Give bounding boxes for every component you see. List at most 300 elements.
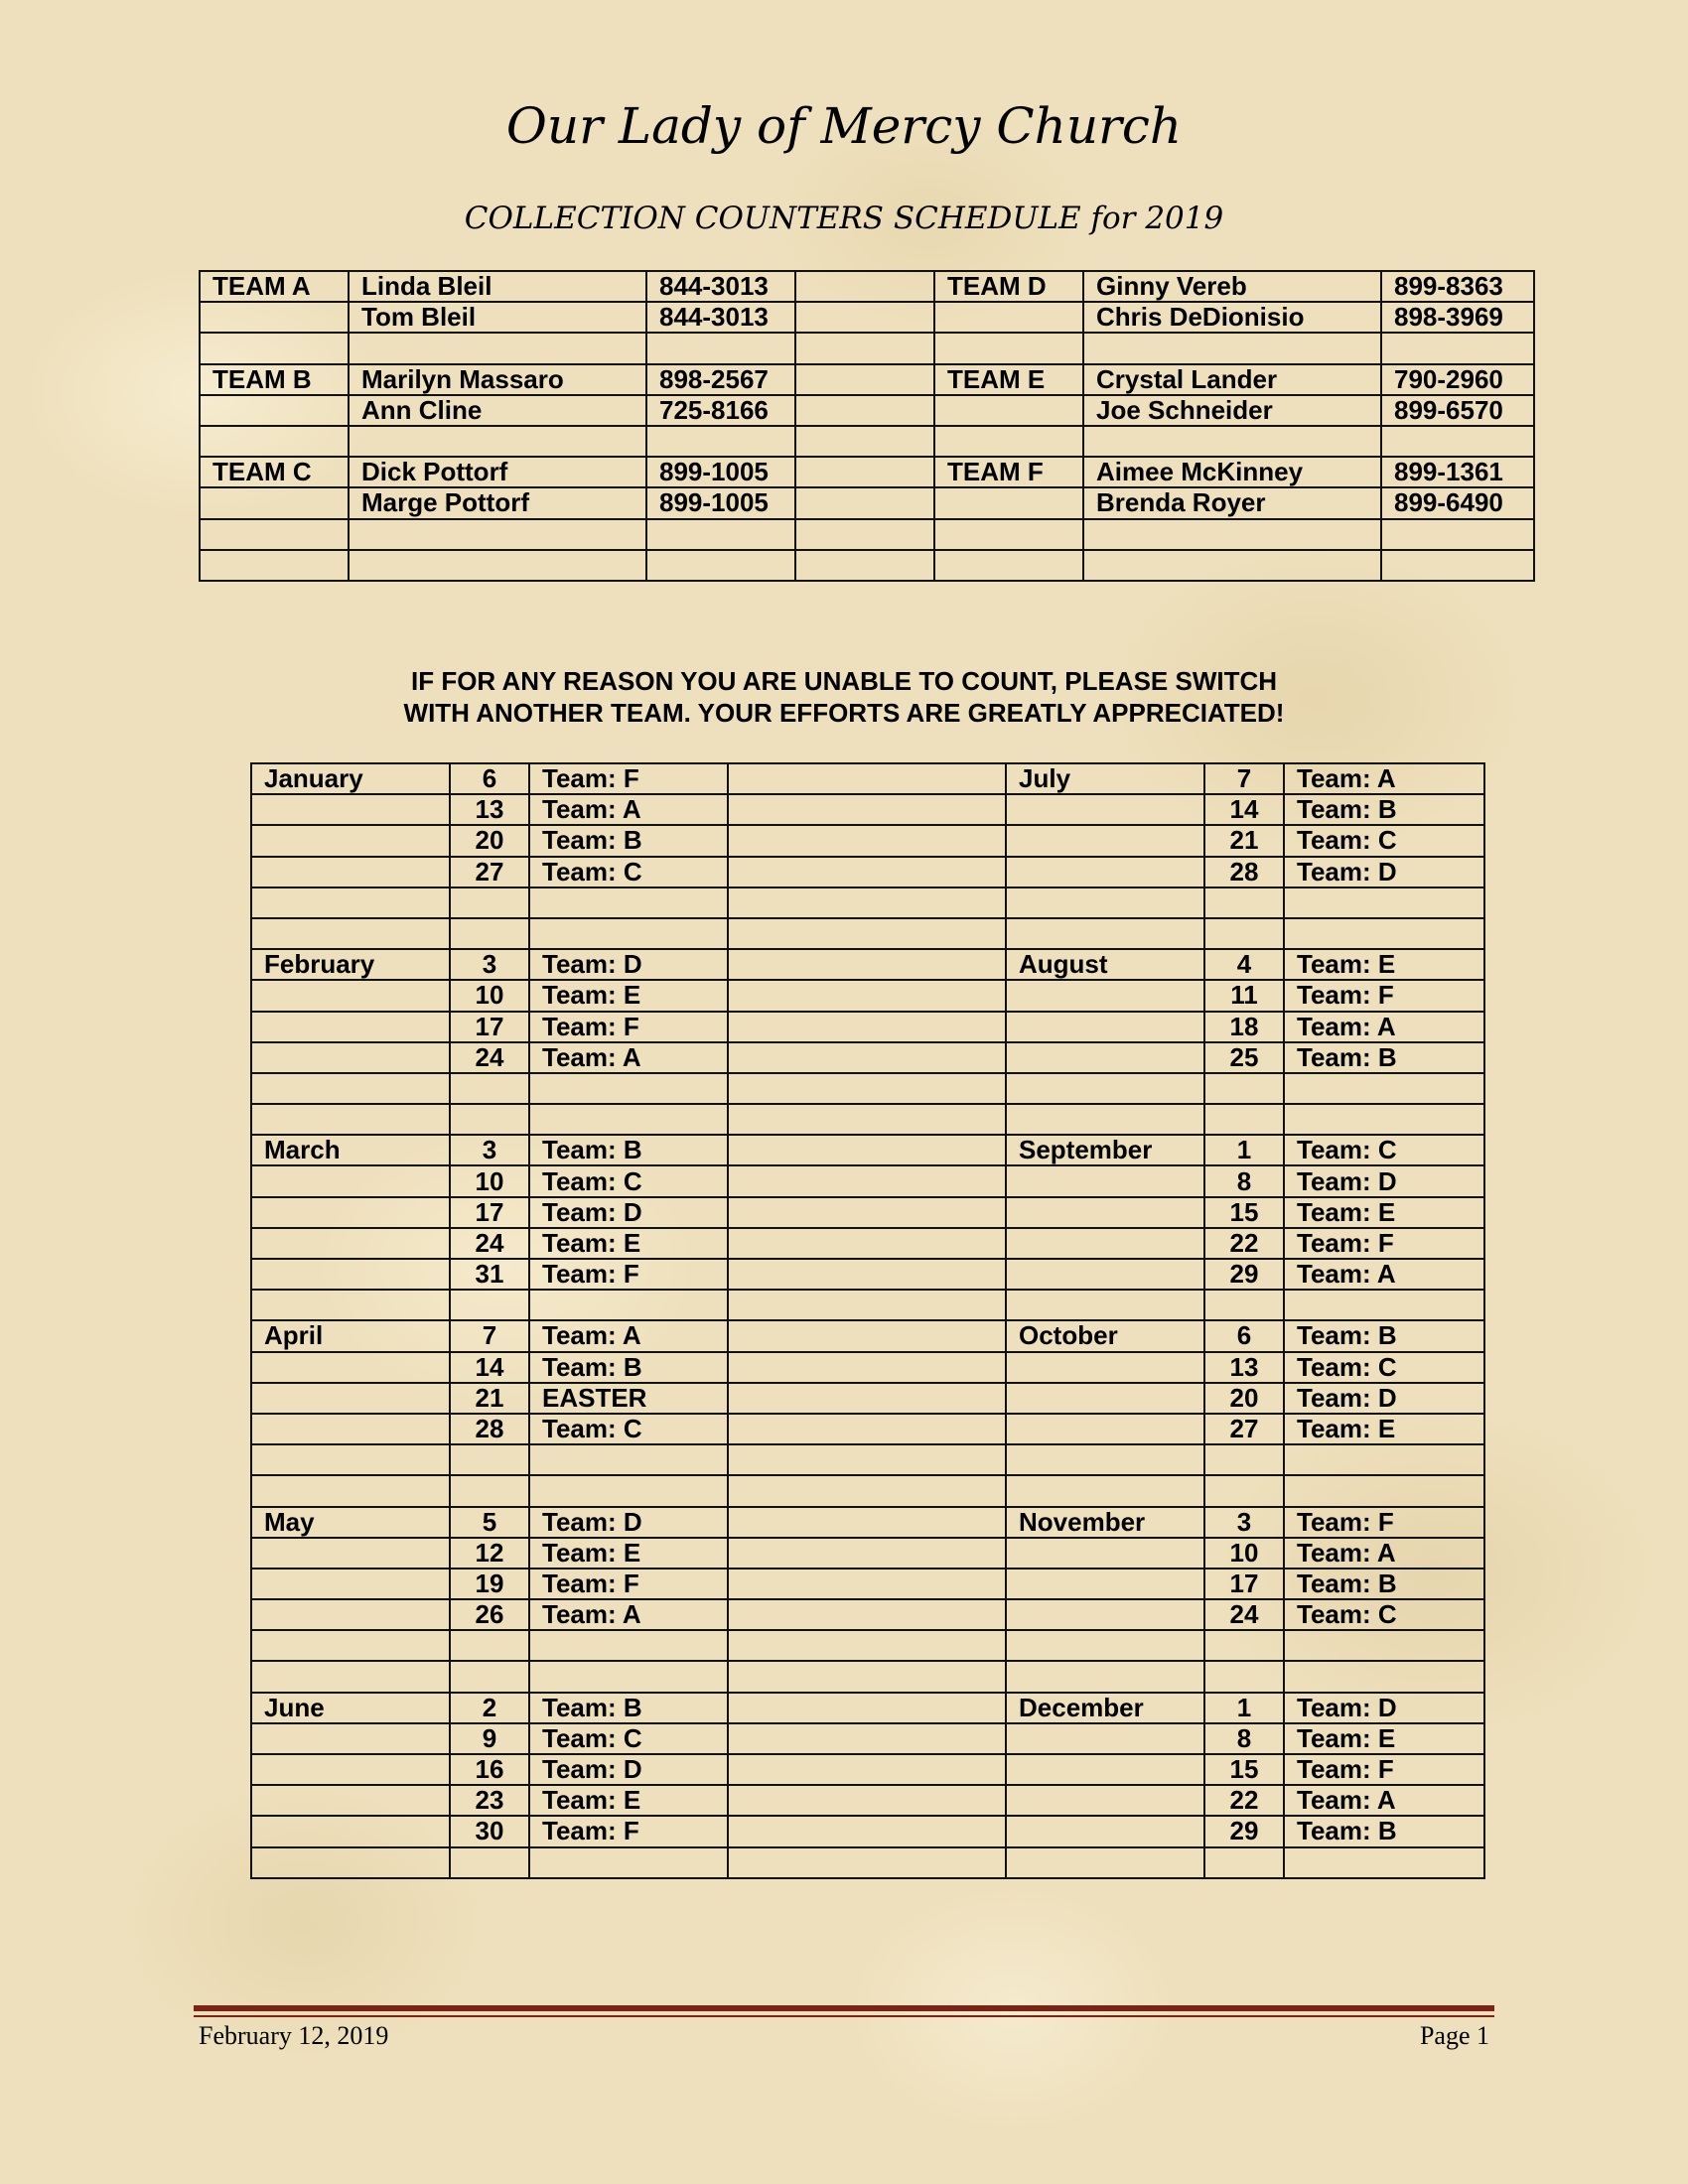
team-assignment-cell: Team: D <box>1284 1693 1484 1723</box>
team-assignment-cell: Team: A <box>529 1320 728 1351</box>
month-cell <box>1006 857 1204 887</box>
spacer-cell <box>795 457 934 487</box>
month-cell <box>251 1661 450 1692</box>
team-assignment-cell <box>529 1661 728 1692</box>
schedule-table <box>250 762 1485 1879</box>
team-assignment-cell: Team: B <box>529 1693 728 1723</box>
schedule-row <box>251 1165 1484 1196</box>
team-assignment-cell: Team: B <box>1284 1816 1484 1846</box>
schedule-row <box>251 887 1484 918</box>
member-name-cell <box>349 550 646 581</box>
month-cell <box>251 1785 450 1816</box>
spacer-cell <box>728 1228 1006 1259</box>
day-cell <box>1204 1475 1284 1506</box>
month-cell <box>251 794 450 825</box>
team-assignment-cell: Team: E <box>1284 1197 1484 1228</box>
day-cell: 27 <box>450 857 529 887</box>
day-cell: 30 <box>450 1816 529 1846</box>
team-label-cell <box>934 426 1083 457</box>
day-cell: 7 <box>450 1320 529 1351</box>
team-assignment-cell: Team: C <box>529 1414 728 1444</box>
team-assignment-cell <box>1284 1104 1484 1135</box>
schedule-row <box>251 1599 1484 1630</box>
spacer-cell <box>728 1507 1006 1538</box>
spacer-cell <box>728 1630 1006 1661</box>
month-cell <box>1006 1444 1204 1475</box>
spacer-cell <box>728 1754 1006 1785</box>
member-phone-cell <box>1381 333 1534 363</box>
day-cell: 1 <box>1204 1135 1284 1165</box>
month-cell <box>1006 1475 1204 1506</box>
member-phone-cell: 844-3013 <box>646 302 795 333</box>
month-cell: August <box>1006 949 1204 980</box>
month-cell <box>251 1197 450 1228</box>
team-assignment-cell: Team: F <box>1284 1228 1484 1259</box>
schedule-row <box>251 1661 1484 1692</box>
spacer-cell <box>728 887 1006 918</box>
day-cell: 29 <box>1204 1816 1284 1846</box>
day-cell: 13 <box>1204 1352 1284 1383</box>
day-cell: 9 <box>450 1723 529 1754</box>
team-assignment-cell: Team: D <box>529 949 728 980</box>
day-cell: 8 <box>1204 1165 1284 1196</box>
day-cell: 3 <box>450 1135 529 1165</box>
team-assignment-cell: Team: C <box>1284 1599 1484 1630</box>
team-assignment-cell <box>529 1630 728 1661</box>
team-assignment-cell <box>529 1475 728 1506</box>
day-cell: 26 <box>450 1599 529 1630</box>
team-assignment-cell: Team: F <box>529 1569 728 1599</box>
member-phone-cell <box>646 333 795 363</box>
member-name-cell: Ann Cline <box>349 395 646 426</box>
notice <box>0 665 1688 729</box>
team-assignment-cell: Team: F <box>529 763 728 794</box>
team-assignment-cell: Team: A <box>529 794 728 825</box>
team-label-cell <box>934 395 1083 426</box>
day-cell <box>450 1475 529 1506</box>
day-cell: 21 <box>450 1383 529 1414</box>
month-cell: November <box>1006 1507 1204 1538</box>
spacer-cell <box>728 1785 1006 1816</box>
spacer-cell <box>795 426 934 457</box>
spacer-cell <box>795 271 934 302</box>
schedule-row <box>251 1073 1484 1104</box>
spacer-cell <box>728 1352 1006 1383</box>
schedule-row <box>251 1693 1484 1723</box>
team-assignment-cell: Team: F <box>529 1012 728 1042</box>
team-label-cell <box>934 487 1083 518</box>
day-cell: 10 <box>450 1165 529 1196</box>
member-phone-cell: 899-1361 <box>1381 457 1534 487</box>
team-assignment-cell: Team: F <box>1284 1507 1484 1538</box>
month-cell: May <box>251 1507 450 1538</box>
day-cell: 22 <box>1204 1228 1284 1259</box>
spacer-cell <box>728 1661 1006 1692</box>
day-cell: 17 <box>450 1197 529 1228</box>
team-label-cell <box>200 487 349 518</box>
month-cell <box>251 1475 450 1506</box>
team-assignment-cell: Team: D <box>529 1754 728 1785</box>
schedule-row <box>251 1197 1484 1228</box>
footer-page-number: Page 1 <box>1419 2021 1489 2050</box>
day-cell: 6 <box>450 763 529 794</box>
spacer-cell <box>728 857 1006 887</box>
schedule-row <box>251 1816 1484 1846</box>
team-assignment-cell: Team: B <box>529 825 728 856</box>
document-subtitle: COLLECTION COUNTERS SCHEDULE for 2019 <box>464 201 1224 236</box>
team-assignment-cell: Team: C <box>529 857 728 887</box>
month-cell: September <box>1006 1135 1204 1165</box>
schedule-row <box>251 1012 1484 1042</box>
team-assignment-cell: Team: E <box>1284 1414 1484 1444</box>
spacer-cell <box>795 302 934 333</box>
team-assignment-cell: Team: A <box>529 1599 728 1630</box>
month-cell <box>251 1538 450 1569</box>
day-cell <box>1204 1104 1284 1135</box>
schedule-row <box>251 1352 1484 1383</box>
team-assignment-cell: Team: F <box>529 1259 728 1290</box>
month-cell <box>1006 1290 1204 1320</box>
day-cell: 14 <box>1204 794 1284 825</box>
month-cell <box>1006 980 1204 1011</box>
footer-date: February 12, 2019 <box>199 2021 389 2050</box>
spacer-cell <box>728 1383 1006 1414</box>
month-cell <box>1006 1723 1204 1754</box>
month-cell <box>251 1723 450 1754</box>
month-cell: June <box>251 1693 450 1723</box>
member-name-cell: Marge Pottorf <box>349 487 646 518</box>
day-cell <box>1204 1630 1284 1661</box>
month-cell <box>1006 1754 1204 1785</box>
day-cell <box>450 1661 529 1692</box>
member-name-cell <box>1083 333 1381 363</box>
day-cell: 5 <box>450 1507 529 1538</box>
member-name-cell: Ginny Vereb <box>1083 271 1381 302</box>
schedule-row <box>251 949 1484 980</box>
team-row <box>200 426 1534 457</box>
team-label-cell <box>934 333 1083 363</box>
schedule-row <box>251 1383 1484 1414</box>
team-assignment-cell: Team: E <box>1284 949 1484 980</box>
spacer-cell <box>728 1165 1006 1196</box>
spacer-cell <box>728 1847 1006 1878</box>
team-assignment-cell: Team: E <box>529 1785 728 1816</box>
spacer-cell <box>795 395 934 426</box>
month-cell <box>251 857 450 887</box>
spacer-cell <box>728 1723 1006 1754</box>
team-assignment-cell: Team: A <box>529 1042 728 1073</box>
month-cell <box>1006 1661 1204 1692</box>
team-assignment-cell <box>1284 1475 1484 1506</box>
schedule-row <box>251 794 1484 825</box>
month-cell <box>251 1012 450 1042</box>
day-cell: 28 <box>450 1414 529 1444</box>
team-assignment-cell: Team: C <box>1284 1352 1484 1383</box>
day-cell: 3 <box>1204 1507 1284 1538</box>
spacer-cell <box>728 1012 1006 1042</box>
member-phone-cell: 899-1005 <box>646 457 795 487</box>
team-assignment-cell: Team: A <box>1284 1012 1484 1042</box>
spacer-cell <box>728 1135 1006 1165</box>
spacer-cell <box>728 1259 1006 1290</box>
month-cell <box>1006 1104 1204 1135</box>
day-cell: 18 <box>1204 1012 1284 1042</box>
team-assignment-cell <box>1284 918 1484 949</box>
schedule-row <box>251 1042 1484 1073</box>
day-cell <box>450 1444 529 1475</box>
member-phone-cell: 899-6570 <box>1381 395 1534 426</box>
team-assignment-cell: Team: B <box>1284 1320 1484 1351</box>
spacer-cell <box>795 487 934 518</box>
day-cell: 10 <box>450 980 529 1011</box>
member-phone-cell: 899-8363 <box>1381 271 1534 302</box>
month-cell: February <box>251 949 450 980</box>
schedule-row <box>251 1847 1484 1878</box>
schedule-row <box>251 1569 1484 1599</box>
day-cell <box>1204 918 1284 949</box>
day-cell: 24 <box>450 1228 529 1259</box>
schedule-row <box>251 1135 1484 1165</box>
month-cell <box>1006 887 1204 918</box>
schedule-row <box>251 1538 1484 1569</box>
team-assignment-cell: Team: C <box>1284 1135 1484 1165</box>
month-cell <box>1006 1383 1204 1414</box>
member-phone-cell <box>646 426 795 457</box>
month-cell <box>251 1414 450 1444</box>
month-cell <box>251 1290 450 1320</box>
day-cell: 28 <box>1204 857 1284 887</box>
month-cell <box>251 1444 450 1475</box>
month-cell <box>251 1073 450 1104</box>
spacer-cell <box>728 1414 1006 1444</box>
day-cell <box>450 1630 529 1661</box>
month-cell <box>251 1259 450 1290</box>
day-cell: 23 <box>450 1785 529 1816</box>
month-cell <box>1006 1042 1204 1073</box>
team-label-cell: TEAM B <box>200 364 349 395</box>
member-name-cell: Linda Bleil <box>349 271 646 302</box>
team-assignment-cell: Team: A <box>1284 763 1484 794</box>
day-cell <box>1204 1847 1284 1878</box>
month-cell <box>251 1630 450 1661</box>
month-cell <box>1006 1414 1204 1444</box>
day-cell <box>450 1104 529 1135</box>
team-assignment-cell <box>529 918 728 949</box>
team-assignment-cell: Team: B <box>1284 794 1484 825</box>
month-cell <box>1006 1197 1204 1228</box>
document-title: Our Lady of Mercy Church <box>505 97 1183 155</box>
day-cell: 1 <box>1204 1693 1284 1723</box>
team-assignment-cell <box>529 1444 728 1475</box>
day-cell <box>450 1290 529 1320</box>
team-row <box>200 302 1534 333</box>
team-row <box>200 333 1534 363</box>
spacer-cell <box>795 550 934 581</box>
team-assignment-cell: Team: B <box>1284 1042 1484 1073</box>
team-row <box>200 487 1534 518</box>
month-cell <box>1006 1538 1204 1569</box>
spacer-cell <box>728 980 1006 1011</box>
spacer-cell <box>728 918 1006 949</box>
month-cell <box>1006 1073 1204 1104</box>
schedule-row <box>251 1444 1484 1475</box>
day-cell: 16 <box>450 1754 529 1785</box>
month-cell: July <box>1006 763 1204 794</box>
member-phone-cell <box>646 519 795 550</box>
team-row <box>200 395 1534 426</box>
team-label-cell <box>200 426 349 457</box>
month-cell: March <box>251 1135 450 1165</box>
team-assignment-cell <box>1284 1630 1484 1661</box>
month-cell <box>251 1383 450 1414</box>
team-assignment-cell: Team: D <box>1284 1165 1484 1196</box>
month-cell <box>1006 1599 1204 1630</box>
team-label-cell: TEAM A <box>200 271 349 302</box>
spacer-cell <box>728 794 1006 825</box>
day-cell: 3 <box>450 949 529 980</box>
spacer-cell <box>728 1073 1006 1104</box>
day-cell: 27 <box>1204 1414 1284 1444</box>
team-label-cell: TEAM E <box>934 364 1083 395</box>
team-assignment-cell: Team: B <box>1284 1569 1484 1599</box>
schedule-row <box>251 980 1484 1011</box>
member-name-cell: Dick Pottorf <box>349 457 646 487</box>
spacer-cell <box>728 1569 1006 1599</box>
footer-rule-thin <box>194 2015 1494 2017</box>
spacer-cell <box>728 825 1006 856</box>
month-cell: October <box>1006 1320 1204 1351</box>
team-assignment-cell: Team: E <box>529 1228 728 1259</box>
team-label-cell <box>200 550 349 581</box>
month-cell <box>251 1816 450 1846</box>
month-cell <box>251 1754 450 1785</box>
schedule-row <box>251 857 1484 887</box>
member-name-cell: Brenda Royer <box>1083 487 1381 518</box>
team-label-cell <box>200 302 349 333</box>
team-row <box>200 271 1534 302</box>
day-cell: 13 <box>450 794 529 825</box>
team-assignment-cell: Team: C <box>1284 825 1484 856</box>
day-cell: 25 <box>1204 1042 1284 1073</box>
member-phone-cell <box>1381 519 1534 550</box>
member-phone-cell: 899-6490 <box>1381 487 1534 518</box>
month-cell <box>251 1352 450 1383</box>
team-label-cell <box>200 519 349 550</box>
schedule-row <box>251 1320 1484 1351</box>
day-cell <box>1204 1073 1284 1104</box>
day-cell: 17 <box>450 1012 529 1042</box>
day-cell <box>450 1847 529 1878</box>
team-assignment-cell <box>529 1847 728 1878</box>
month-cell <box>251 1228 450 1259</box>
day-cell: 6 <box>1204 1320 1284 1351</box>
team-assignment-cell: Team: B <box>529 1135 728 1165</box>
team-assignment-cell: Team: D <box>1284 1383 1484 1414</box>
team-assignment-cell: EASTER <box>529 1383 728 1414</box>
day-cell <box>1204 887 1284 918</box>
team-label-cell: TEAM D <box>934 271 1083 302</box>
spacer-cell <box>728 1197 1006 1228</box>
notice-line-1: IF FOR ANY REASON YOU ARE UNABLE TO COUNT, PLEASE SWITCH <box>410 666 1278 696</box>
schedule-row <box>251 1104 1484 1135</box>
team-assignment-cell <box>1284 1847 1484 1878</box>
team-assignment-cell: Team: A <box>1284 1259 1484 1290</box>
day-cell: 24 <box>1204 1599 1284 1630</box>
member-name-cell <box>1083 550 1381 581</box>
team-row <box>200 519 1534 550</box>
month-cell <box>1006 918 1204 949</box>
member-phone-cell: 898-2567 <box>646 364 795 395</box>
team-assignment-cell: Team: A <box>1284 1538 1484 1569</box>
day-cell: 21 <box>1204 825 1284 856</box>
day-cell: 24 <box>450 1042 529 1073</box>
team-row <box>200 364 1534 395</box>
schedule-row <box>251 1290 1484 1320</box>
spacer-cell <box>728 1538 1006 1569</box>
spacer-cell <box>728 1599 1006 1630</box>
day-cell: 11 <box>1204 980 1284 1011</box>
spacer-cell <box>728 1693 1006 1723</box>
member-name-cell <box>349 426 646 457</box>
schedule-row <box>251 825 1484 856</box>
day-cell <box>450 918 529 949</box>
team-assignment-cell: Team: E <box>529 980 728 1011</box>
schedule-row <box>251 918 1484 949</box>
team-assignment-cell <box>1284 1073 1484 1104</box>
month-cell <box>1006 1228 1204 1259</box>
team-assignment-cell <box>1284 1290 1484 1320</box>
member-phone-cell: 725-8166 <box>646 395 795 426</box>
month-cell <box>251 918 450 949</box>
member-name-cell <box>349 333 646 363</box>
day-cell: 17 <box>1204 1569 1284 1599</box>
member-phone-cell <box>1381 426 1534 457</box>
month-cell <box>1006 1816 1204 1846</box>
team-assignment-cell: Team: D <box>529 1507 728 1538</box>
member-name-cell: Joe Schneider <box>1083 395 1381 426</box>
team-label-cell <box>934 519 1083 550</box>
spacer-cell <box>795 364 934 395</box>
schedule-row <box>251 1475 1484 1506</box>
schedule-row <box>251 1414 1484 1444</box>
spacer-cell <box>728 1290 1006 1320</box>
day-cell: 15 <box>1204 1197 1284 1228</box>
notice-line-2: WITH ANOTHER TEAM. YOUR EFFORTS ARE GREATLY APPRECIATED! <box>403 698 1285 728</box>
team-assignment-cell: Team: E <box>1284 1723 1484 1754</box>
team-assignment-cell <box>529 1073 728 1104</box>
spacer-cell <box>728 1816 1006 1846</box>
month-cell: January <box>251 763 450 794</box>
team-label-cell: TEAM F <box>934 457 1083 487</box>
team-row <box>200 550 1534 581</box>
day-cell: 12 <box>450 1538 529 1569</box>
team-assignment-cell <box>529 1290 728 1320</box>
schedule-row <box>251 1785 1484 1816</box>
month-cell <box>251 1165 450 1196</box>
month-cell <box>251 980 450 1011</box>
team-assignment-cell <box>1284 887 1484 918</box>
month-cell <box>1006 1259 1204 1290</box>
team-assignment-cell <box>529 887 728 918</box>
day-cell: 7 <box>1204 763 1284 794</box>
spacer-cell <box>728 1042 1006 1073</box>
member-phone-cell: 844-3013 <box>646 271 795 302</box>
schedule-row <box>251 1507 1484 1538</box>
day-cell: 14 <box>450 1352 529 1383</box>
month-cell <box>251 1042 450 1073</box>
month-cell <box>1006 825 1204 856</box>
member-name-cell <box>1083 426 1381 457</box>
